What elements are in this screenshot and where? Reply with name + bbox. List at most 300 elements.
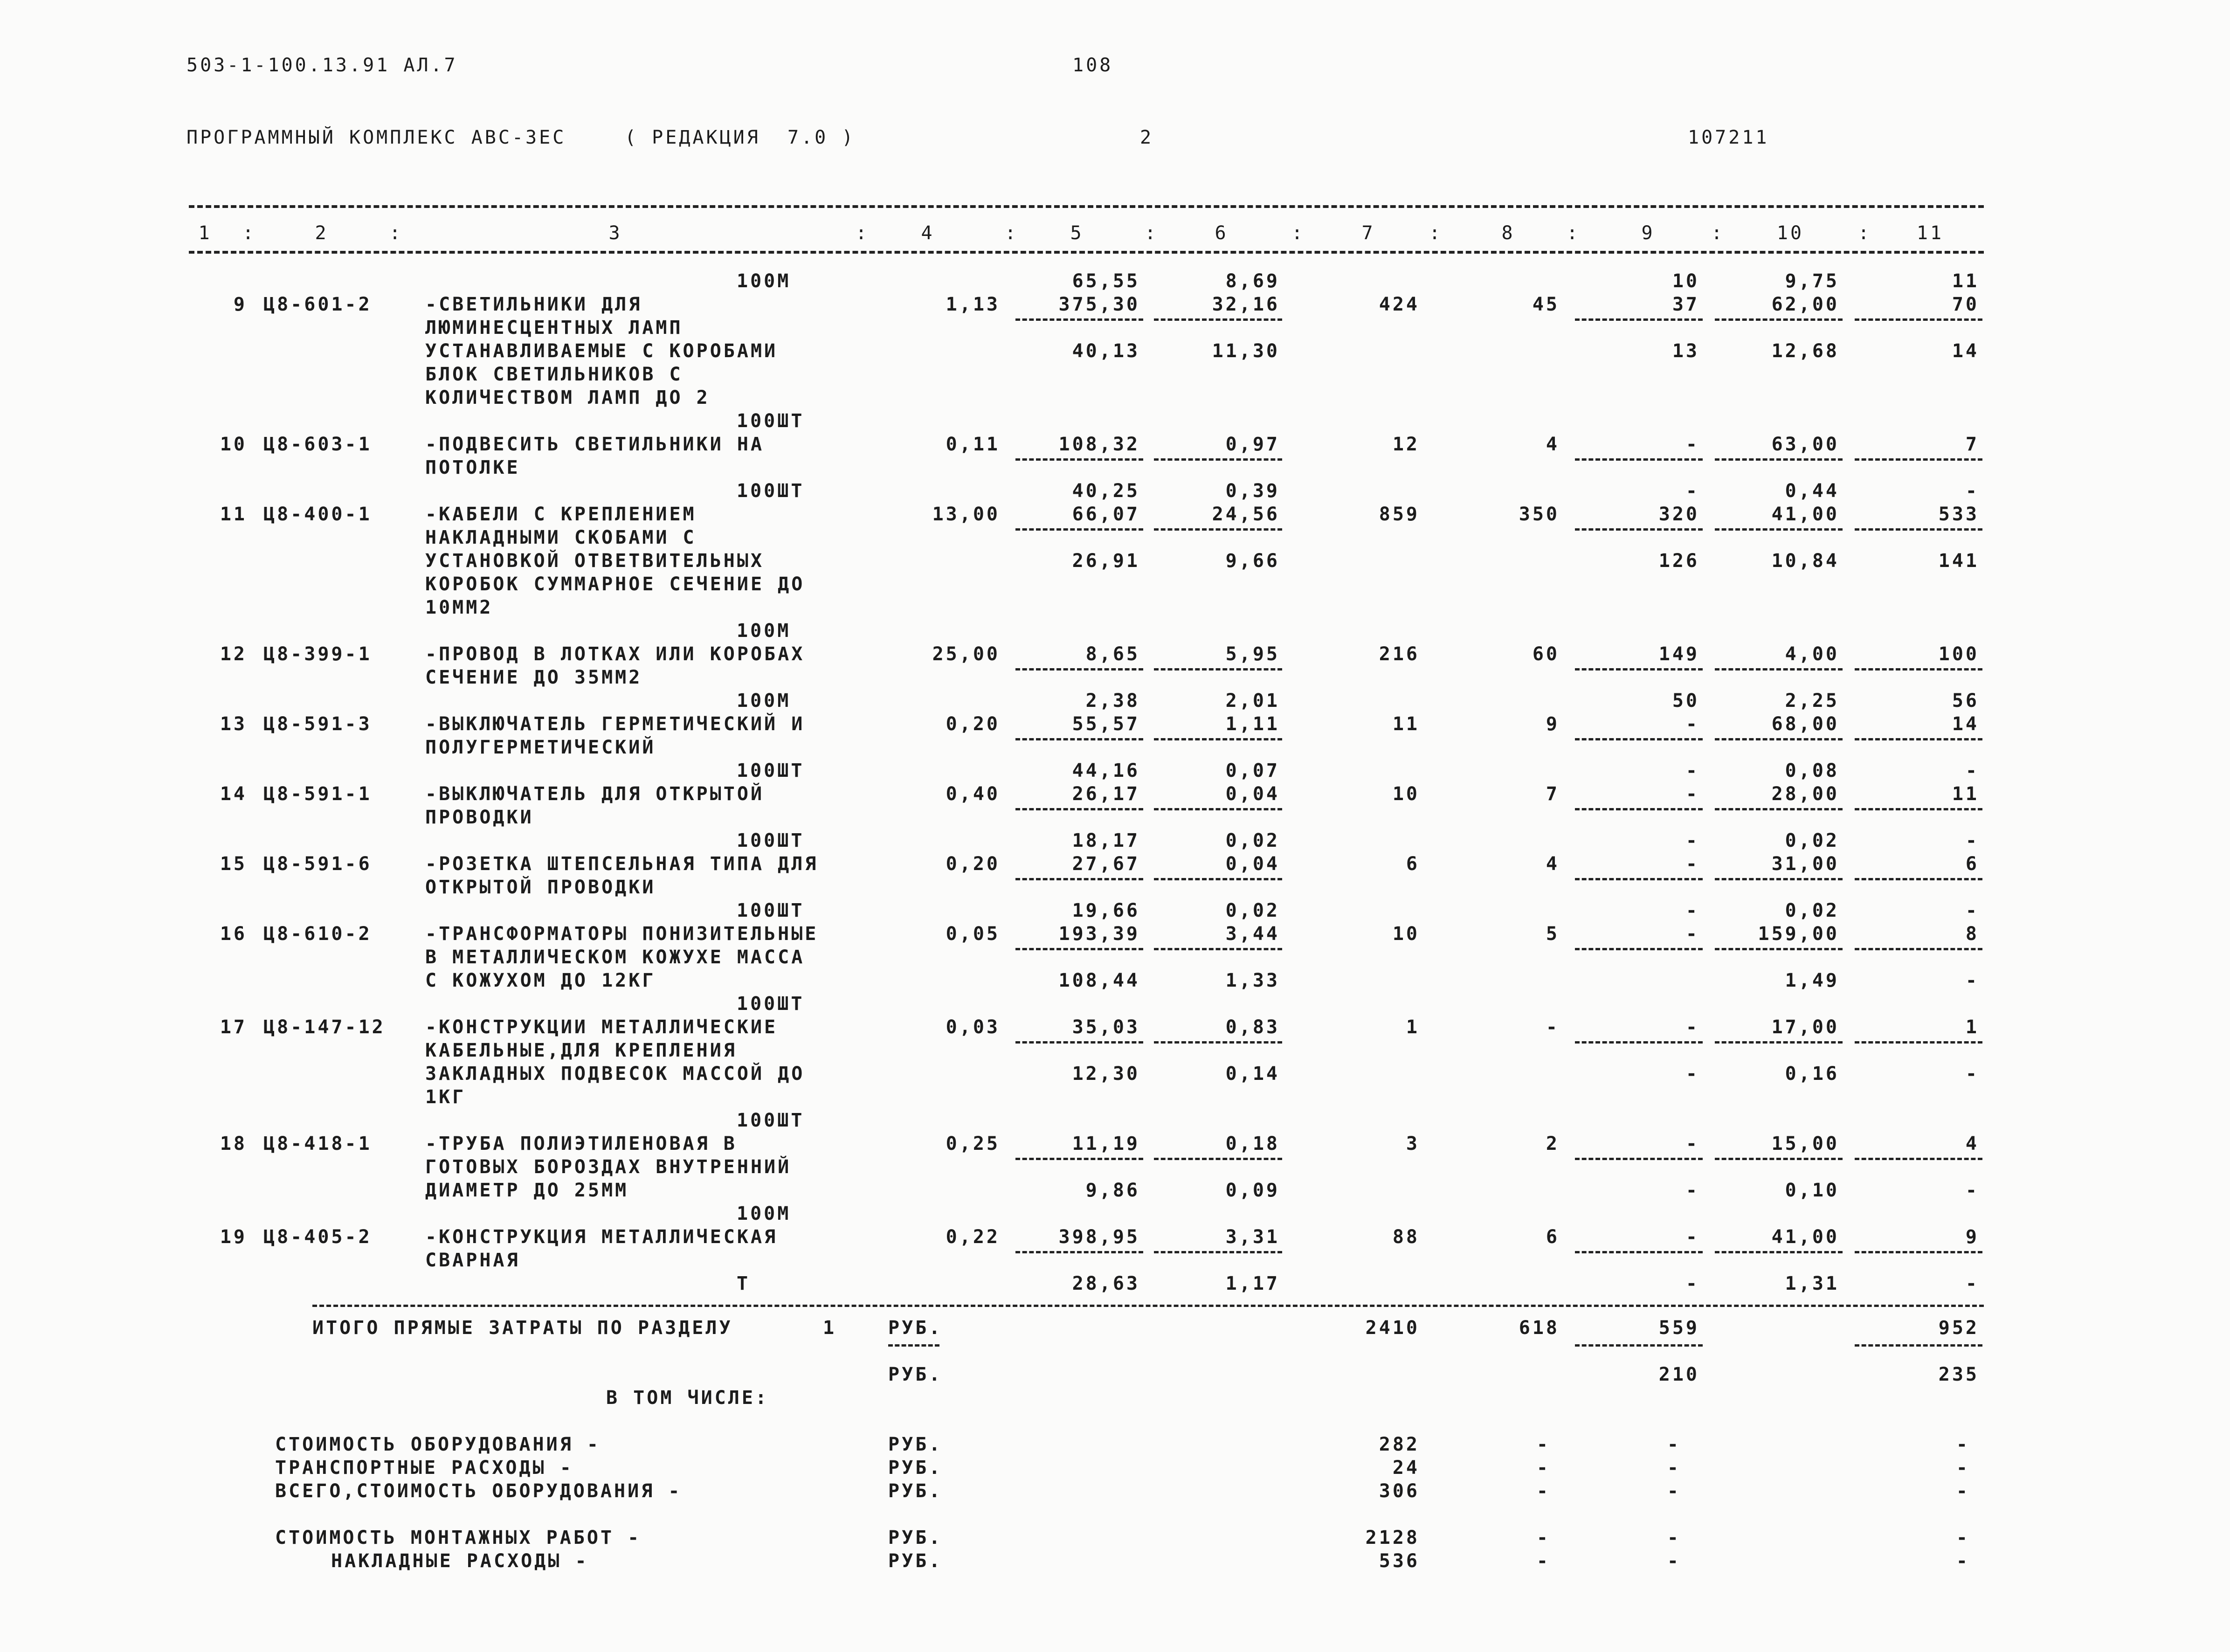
item-value-c10: 68,00 <box>1771 713 1839 735</box>
item-value-c7: 424 <box>1379 294 1420 315</box>
item-value-c5: 66,07 <box>1072 504 1140 525</box>
item-value-c9: - <box>1685 1133 1699 1154</box>
item-description: -ПОДВЕСИТЬ СВЕТИЛЬНИКИ НА <box>425 434 765 455</box>
subtotal-underline <box>1015 878 1143 880</box>
item-description: КОРОБОК СУММАРНОЕ СЕЧЕНИЕ ДО <box>425 574 805 595</box>
subtotal-underline <box>1015 1251 1143 1253</box>
rate-code: Ц8-591-6 <box>263 853 372 875</box>
item-value-c11: 9 <box>1965 1226 1979 1248</box>
unit-value-c10: 0,02 <box>1785 830 1839 851</box>
breakdown-label: НАКЛАДНЫЕ РАСХОДЫ - <box>331 1550 589 1572</box>
rate-code: Ц8-591-1 <box>263 783 372 805</box>
item-value-c11: 70 <box>1952 294 1979 315</box>
item-value-c8: 60 <box>1532 643 1560 665</box>
subtotal-value-c5: 26,91 <box>1072 550 1140 572</box>
item-value-c7: 11 <box>1392 713 1420 735</box>
item-value-c11: 100 <box>1938 643 1979 665</box>
unit-value-c11: - <box>1965 760 1979 781</box>
page-number: 108 <box>1072 55 1113 76</box>
item-value-c6: 1,11 <box>1225 713 1280 735</box>
subtotal-underline <box>1575 878 1703 880</box>
subtotal-underline <box>1575 458 1703 461</box>
unit-value-c6: 0,07 <box>1225 760 1280 781</box>
item-value-c6: 32,16 <box>1212 294 1280 315</box>
subtotal-value-c10: 12,68 <box>1771 340 1839 362</box>
rate-code: Ц8-591-3 <box>263 713 372 735</box>
column-header-8: 8 <box>1501 222 1515 244</box>
item-value-c10: 41,00 <box>1771 504 1839 525</box>
program-name: ПРОГРАММНЫЙ КОМПЛЕКС АВС-ЗЕС <box>186 127 566 148</box>
row-number: 18 <box>220 1133 247 1154</box>
subtotal-underline <box>1154 738 1282 740</box>
column-header-9: 9 <box>1641 222 1655 244</box>
subtotal-value-c5: 40,13 <box>1072 340 1140 362</box>
item-value-c9: 149 <box>1658 643 1699 665</box>
column-header-10: 10 <box>1776 222 1804 244</box>
subtotal-underline <box>1154 668 1282 670</box>
unit-value-c5: 19,66 <box>1072 900 1140 921</box>
item-value-c11: 4 <box>1965 1133 1979 1154</box>
item-value-c10: 28,00 <box>1771 783 1839 805</box>
item-value-c7: 12 <box>1392 434 1420 455</box>
quantity: 0,11 <box>946 434 1000 455</box>
subtotal-underline <box>1154 1251 1282 1253</box>
subtotal-underline <box>1855 808 1982 810</box>
breakdown-c11: - <box>1956 1457 1970 1479</box>
totals-c8: 618 <box>1519 1317 1560 1339</box>
item-description: -РОЗЕТКА ШТЕПСЕЛЬНАЯ ТИПА ДЛЯ <box>425 853 819 875</box>
subtotal-value-c5: 12,30 <box>1072 1063 1140 1085</box>
item-value-c6: 0,97 <box>1225 434 1280 455</box>
subtotal-underline <box>1855 458 1982 461</box>
breakdown-c9: - <box>1667 1457 1681 1479</box>
item-value-c8: 6 <box>1546 1226 1560 1248</box>
subtotal-value-c9: - <box>1685 1063 1699 1085</box>
item-value-c11: 7 <box>1965 434 1979 455</box>
rate-code: Ц8-400-1 <box>263 504 372 525</box>
breakdown-c7: 282 <box>1379 1434 1420 1455</box>
item-value-c11: 11 <box>1952 783 1979 805</box>
subtotal-underline <box>1715 948 1843 950</box>
subtotal-underline <box>1855 528 1982 531</box>
row-number: 11 <box>220 504 247 525</box>
subtotal-underline <box>1715 668 1843 670</box>
item-value-c7: 10 <box>1392 923 1420 945</box>
item-value-c6: 0,18 <box>1225 1133 1280 1154</box>
item-value-c9: - <box>1685 853 1699 875</box>
item-value-c5: 27,67 <box>1072 853 1140 875</box>
item-value-c6: 5,95 <box>1225 643 1280 665</box>
subtotal-value-c10: 0,10 <box>1785 1180 1839 1201</box>
subtotal-underline <box>1855 738 1982 740</box>
unit-label: 100ШТ <box>737 410 805 432</box>
column-separator: : <box>856 222 870 244</box>
item-value-c8: - <box>1546 1016 1560 1038</box>
subtotal-underline <box>1715 1158 1843 1160</box>
totals-rule <box>312 1305 1984 1307</box>
column-header-11: 11 <box>1916 222 1944 244</box>
totals-sub-c11: 235 <box>1938 1364 1979 1385</box>
unit-label: 100М <box>737 270 791 292</box>
breakdown-currency: РУБ. <box>888 1480 943 1502</box>
totals-currency: РУБ. <box>888 1317 943 1339</box>
subtotal-underline <box>1715 1041 1843 1044</box>
quantity: 1,13 <box>946 294 1000 315</box>
subtotal-underline <box>1715 808 1843 810</box>
breakdown-c7: 306 <box>1379 1480 1420 1502</box>
subtotal-value-c10: 10,84 <box>1771 550 1839 572</box>
subtotal-value-c5: 108,44 <box>1058 970 1140 991</box>
subtotal-underline <box>1855 878 1982 880</box>
quantity: 0,25 <box>946 1133 1000 1154</box>
unit-label: 100ШТ <box>737 480 805 502</box>
unit-value-c5: 18,17 <box>1072 830 1140 851</box>
subtotal-value-c11: 14 <box>1952 340 1979 362</box>
subtotal-underline <box>1015 668 1143 670</box>
item-value-c6: 3,31 <box>1225 1226 1280 1248</box>
totals-section: 1 <box>823 1317 837 1339</box>
subtotal-underline <box>1575 318 1703 321</box>
column-header-7: 7 <box>1361 222 1375 244</box>
item-value-c11: 6 <box>1965 853 1979 875</box>
subtotal-underline <box>1575 1251 1703 1253</box>
unit-value-c11: 11 <box>1952 270 1979 292</box>
subtotal-underline <box>1855 318 1982 321</box>
item-value-c11: 8 <box>1965 923 1979 945</box>
column-header-1: 1 <box>198 222 212 244</box>
breakdown-c9: - <box>1667 1527 1681 1548</box>
subtotal-value-c10: 0,16 <box>1785 1063 1839 1085</box>
totals-label: ИТОГО ПРЯМЫЕ ЗАТРАТЫ ПО РАЗДЕЛУ <box>312 1317 733 1339</box>
row-number: 19 <box>220 1226 247 1248</box>
breakdown-c8: - <box>1536 1550 1550 1572</box>
unit-value-c6: 2,01 <box>1225 690 1280 712</box>
subtotal-underline <box>1715 458 1843 461</box>
item-value-c6: 0,83 <box>1225 1016 1280 1038</box>
item-value-c10: 17,00 <box>1771 1016 1839 1038</box>
item-description: ЗАКЛАДНЫХ ПОДВЕСОК МАССОЙ ДО <box>425 1063 805 1085</box>
subtotal-underline <box>1154 1158 1282 1160</box>
subtotal-value-c9: 126 <box>1658 550 1699 572</box>
subtotal-underline <box>1015 1041 1143 1044</box>
column-separator: : <box>389 222 403 244</box>
unit-label: 100ШТ <box>737 1110 805 1131</box>
item-value-c5: 55,57 <box>1072 713 1140 735</box>
breakdown-c7: 24 <box>1392 1457 1420 1479</box>
item-value-c8: 9 <box>1546 713 1560 735</box>
item-value-c7: 859 <box>1379 504 1420 525</box>
column-separator: : <box>1429 222 1443 244</box>
quantity: 0,03 <box>946 1016 1000 1038</box>
totals-sub-c9: 210 <box>1658 1364 1699 1385</box>
row-number: 15 <box>220 853 247 875</box>
item-description: ДИАМЕТР ДО 25ММ <box>425 1180 629 1201</box>
item-value-c5: 108,32 <box>1058 434 1140 455</box>
subtotal-value-c11: - <box>1965 1180 1979 1201</box>
breakdown-c9: - <box>1667 1434 1681 1455</box>
subtotal-underline <box>1154 458 1282 461</box>
row-number: 16 <box>220 923 247 945</box>
unit-label: 100М <box>737 1203 791 1224</box>
item-value-c9: 320 <box>1658 504 1699 525</box>
item-value-c10: 62,00 <box>1771 294 1839 315</box>
rate-code: Ц8-610-2 <box>263 923 372 945</box>
item-value-c6: 24,56 <box>1212 504 1280 525</box>
quantity: 0,40 <box>946 783 1000 805</box>
unit-label: 100М <box>737 620 791 642</box>
breakdown-c11: - <box>1956 1550 1970 1572</box>
breakdown-c8: - <box>1536 1527 1550 1548</box>
item-value-c7: 10 <box>1392 783 1420 805</box>
breakdown-c11: - <box>1956 1434 1970 1455</box>
item-value-c5: 193,39 <box>1058 923 1140 945</box>
subtotal-underline <box>1855 1251 1982 1253</box>
item-value-c9: - <box>1685 923 1699 945</box>
column-header-4: 4 <box>921 222 935 244</box>
program-edition: ( РЕДАКЦИЯ 7.0 ) <box>625 127 856 148</box>
breakdown-currency: РУБ. <box>888 1527 943 1548</box>
subtotal-value-c11: - <box>1965 1273 1979 1294</box>
subtotal-value-c6: 9,66 <box>1225 550 1280 572</box>
unit-value-c9: 50 <box>1672 690 1699 712</box>
subtotal-underline <box>1715 738 1843 740</box>
subtotal-value-c6: 11,30 <box>1212 340 1280 362</box>
rate-code: Ц8-399-1 <box>263 643 372 665</box>
item-value-c9: - <box>1685 1016 1699 1038</box>
item-value-c6: 0,04 <box>1225 783 1280 805</box>
item-value-c9: - <box>1685 783 1699 805</box>
unit-value-c6: 0,39 <box>1225 480 1280 502</box>
item-description: 1КГ <box>425 1086 466 1108</box>
item-description: УСТАНАВЛИВАЕМЫЕ С КОРОБАМИ <box>425 340 778 362</box>
item-description: -СВЕТИЛЬНИКИ ДЛЯ <box>425 294 642 315</box>
item-value-c10: 31,00 <box>1771 853 1839 875</box>
header-bottom-rule <box>189 251 1984 254</box>
column-header-3: 3 <box>608 222 622 244</box>
totals-underline <box>1855 1344 1982 1347</box>
unit-label: 100ШТ <box>737 993 805 1015</box>
subtotal-value-c10: 1,31 <box>1785 1273 1839 1294</box>
subtotal-underline <box>1015 458 1143 461</box>
unit-value-c5: 2,38 <box>1085 690 1140 712</box>
unit-value-c9: 10 <box>1672 270 1699 292</box>
subtotal-value-c6: 0,09 <box>1225 1180 1280 1201</box>
breakdown-label: ТРАНСПОРТНЫЕ РАСХОДЫ - <box>275 1457 573 1479</box>
item-description: -КОНСТРУКЦИЯ МЕТАЛЛИЧЕСКАЯ <box>425 1226 778 1248</box>
subtotal-underline <box>1015 738 1143 740</box>
subtotal-underline <box>1855 948 1982 950</box>
breakdown-c11: - <box>1956 1527 1970 1548</box>
subtotal-underline <box>1575 528 1703 531</box>
subtotal-value-c10: 1,49 <box>1785 970 1839 991</box>
unit-value-c9: - <box>1685 900 1699 921</box>
subtotal-value-c6: 1,17 <box>1225 1273 1280 1294</box>
column-separator: : <box>1858 222 1872 244</box>
subtotal-underline <box>1015 318 1143 321</box>
item-value-c7: 88 <box>1392 1226 1420 1248</box>
subtotal-underline <box>1575 1041 1703 1044</box>
unit-value-c10: 0,44 <box>1785 480 1839 502</box>
unit-value-c6: 0,02 <box>1225 830 1280 851</box>
breakdown-c11: - <box>1956 1480 1970 1502</box>
breakdown-label: СТОИМОСТЬ ОБОРУДОВАНИЯ - <box>275 1434 601 1455</box>
item-description: 10ММ2 <box>425 597 493 618</box>
item-value-c9: 37 <box>1672 294 1699 315</box>
item-value-c8: 4 <box>1546 434 1560 455</box>
item-value-c8: 5 <box>1546 923 1560 945</box>
rate-code: Ц8-405-2 <box>263 1226 372 1248</box>
subtotal-value-c9: - <box>1685 1180 1699 1201</box>
item-value-c5: 11,19 <box>1072 1133 1140 1154</box>
row-number: 10 <box>220 434 247 455</box>
breakdown-c8: - <box>1536 1480 1550 1502</box>
rate-code: Ц8-147-12 <box>263 1016 386 1038</box>
subtotal-value-c11: 141 <box>1938 550 1979 572</box>
column-header-6: 6 <box>1215 222 1229 244</box>
subtotal-underline <box>1855 1041 1982 1044</box>
unit-value-c11: 56 <box>1952 690 1979 712</box>
item-description: ПОТОЛКЕ <box>425 457 520 478</box>
subtotal-underline <box>1715 878 1843 880</box>
unit-value-c9: - <box>1685 480 1699 502</box>
item-value-c7: 1 <box>1406 1016 1420 1038</box>
item-description: ЛЮМИНЕСЦЕНТНЫХ ЛАМП <box>425 317 683 339</box>
item-value-c7: 216 <box>1379 643 1420 665</box>
rate-code: Ц8-603-1 <box>263 434 372 455</box>
totals-c9: 559 <box>1658 1317 1699 1339</box>
sheet-number: 2 <box>1140 127 1154 148</box>
item-description: С КОЖУХОМ ДО 12КГ <box>425 970 656 991</box>
unit-value-c11: - <box>1965 900 1979 921</box>
item-value-c5: 35,03 <box>1072 1016 1140 1038</box>
item-value-c10: 159,00 <box>1758 923 1839 945</box>
row-number: 14 <box>220 783 247 805</box>
item-value-c8: 2 <box>1546 1133 1560 1154</box>
item-value-c10: 15,00 <box>1771 1133 1839 1154</box>
header-top-rule <box>189 205 1984 208</box>
unit-label: Т <box>737 1273 751 1294</box>
unit-value-c9: - <box>1685 760 1699 781</box>
subtotal-underline <box>1715 318 1843 321</box>
breakdown-c9: - <box>1667 1550 1681 1572</box>
item-value-c11: 533 <box>1938 504 1979 525</box>
item-description: -ПРОВОД В ЛОТКАХ ИЛИ КОРОБАХ <box>425 643 805 665</box>
column-separator: : <box>1711 222 1725 244</box>
subtotal-underline <box>1154 318 1282 321</box>
breakdown-c9: - <box>1667 1480 1681 1502</box>
unit-value-c11: - <box>1965 480 1979 502</box>
subtotal-underline <box>1575 738 1703 740</box>
item-description: УСТАНОВКОЙ ОТВЕТВИТЕЛЬНЫХ <box>425 550 765 572</box>
document-code: 107211 <box>1688 127 1769 148</box>
item-description: -ВЫКЛЮЧАТЕЛЬ ГЕРМЕТИЧЕСКИЙ И <box>425 713 805 735</box>
subtotal-value-c11: - <box>1965 1063 1979 1085</box>
unit-value-c6: 0,02 <box>1225 900 1280 921</box>
quantity: 13,00 <box>932 504 1000 525</box>
column-header-2: 2 <box>315 222 329 244</box>
breakdown-currency: РУБ. <box>888 1457 943 1479</box>
subtotal-underline <box>1715 528 1843 531</box>
subtotal-underline <box>1015 1158 1143 1160</box>
quantity: 25,00 <box>932 643 1000 665</box>
unit-label: 100М <box>737 690 791 712</box>
row-number: 13 <box>220 713 247 735</box>
unit-value-c6: 8,69 <box>1225 270 1280 292</box>
quantity: 0,20 <box>946 713 1000 735</box>
item-value-c5: 375,30 <box>1058 294 1140 315</box>
item-description: СВАРНАЯ <box>425 1250 520 1271</box>
breakdown-currency: РУБ. <box>888 1434 943 1455</box>
subtotal-value-c6: 1,33 <box>1225 970 1280 991</box>
subtotal-underline <box>1575 1158 1703 1160</box>
item-description: СЕЧЕНИЕ ДО 35ММ2 <box>425 667 642 688</box>
unit-value-c10: 0,02 <box>1785 900 1839 921</box>
breakdown-c8: - <box>1536 1457 1550 1479</box>
breakdown-label: ВСЕГО,СТОИМОСТЬ ОБОРУДОВАНИЯ - <box>275 1480 682 1502</box>
item-description: -ВЫКЛЮЧАТЕЛЬ ДЛЯ ОТКРЫТОЙ <box>425 783 765 805</box>
item-value-c7: 3 <box>1406 1133 1420 1154</box>
unit-value-c5: 65,55 <box>1072 270 1140 292</box>
column-separator: : <box>1145 222 1159 244</box>
item-value-c10: 63,00 <box>1771 434 1839 455</box>
item-description: -КОНСТРУКЦИИ МЕТАЛЛИЧЕСКИЕ <box>425 1016 778 1038</box>
totals-underline <box>1575 1344 1703 1347</box>
quantity: 0,22 <box>946 1226 1000 1248</box>
item-description: В МЕТАЛЛИЧЕСКОМ КОЖУХЕ МАССА <box>425 947 805 968</box>
item-value-c5: 8,65 <box>1085 643 1140 665</box>
row-number: 17 <box>220 1016 247 1038</box>
subtotal-underline <box>1015 808 1143 810</box>
subtotal-underline <box>1575 668 1703 670</box>
item-value-c9: - <box>1685 1226 1699 1248</box>
item-value-c10: 41,00 <box>1771 1226 1839 1248</box>
subtotal-underline <box>1154 948 1282 950</box>
unit-value-c11: - <box>1965 830 1979 851</box>
subtotal-underline <box>1154 1041 1282 1044</box>
item-description: ПОЛУГЕРМЕТИЧЕСКИЙ <box>425 737 656 758</box>
column-separator: : <box>1567 222 1581 244</box>
subtotal-underline <box>1015 948 1143 950</box>
unit-value-c9: - <box>1685 830 1699 851</box>
item-description: ПРОВОДКИ <box>425 807 534 828</box>
totals-c11: 952 <box>1938 1317 1979 1339</box>
unit-value-c10: 0,08 <box>1785 760 1839 781</box>
rate-code: Ц8-418-1 <box>263 1133 372 1154</box>
subtotal-underline <box>1575 808 1703 810</box>
item-value-c11: 1 <box>1965 1016 1979 1038</box>
rate-code: Ц8-601-2 <box>263 294 372 315</box>
item-description: КАБЕЛЬНЫЕ,ДЛЯ КРЕПЛЕНИЯ <box>425 1040 737 1061</box>
item-description: -ТРАНСФОРМАТОРЫ ПОНИЗИТЕЛЬНЫЕ <box>425 923 819 945</box>
item-value-c6: 0,04 <box>1225 853 1280 875</box>
unit-value-c5: 44,16 <box>1072 760 1140 781</box>
item-value-c11: 14 <box>1952 713 1979 735</box>
item-description: КОЛИЧЕСТВОМ ЛАМП ДО 2 <box>425 387 710 408</box>
item-value-c8: 7 <box>1546 783 1560 805</box>
column-header-5: 5 <box>1070 222 1084 244</box>
subtotal-underline <box>1715 1251 1843 1253</box>
quantity: 0,20 <box>946 853 1000 875</box>
document-reference: 503-1-100.13.91 АЛ.7 <box>186 55 458 76</box>
item-description: -ТРУБА ПОЛИЭТИЛЕНОВАЯ В <box>425 1133 737 1154</box>
item-value-c5: 26,17 <box>1072 783 1140 805</box>
totals-underline <box>888 1344 939 1347</box>
unit-value-c5: 40,25 <box>1072 480 1140 502</box>
row-number: 12 <box>220 643 247 665</box>
column-separator: : <box>1005 222 1019 244</box>
row-number: 9 <box>233 294 247 315</box>
item-description: БЛОК СВЕТИЛЬНИКОВ С <box>425 364 683 385</box>
